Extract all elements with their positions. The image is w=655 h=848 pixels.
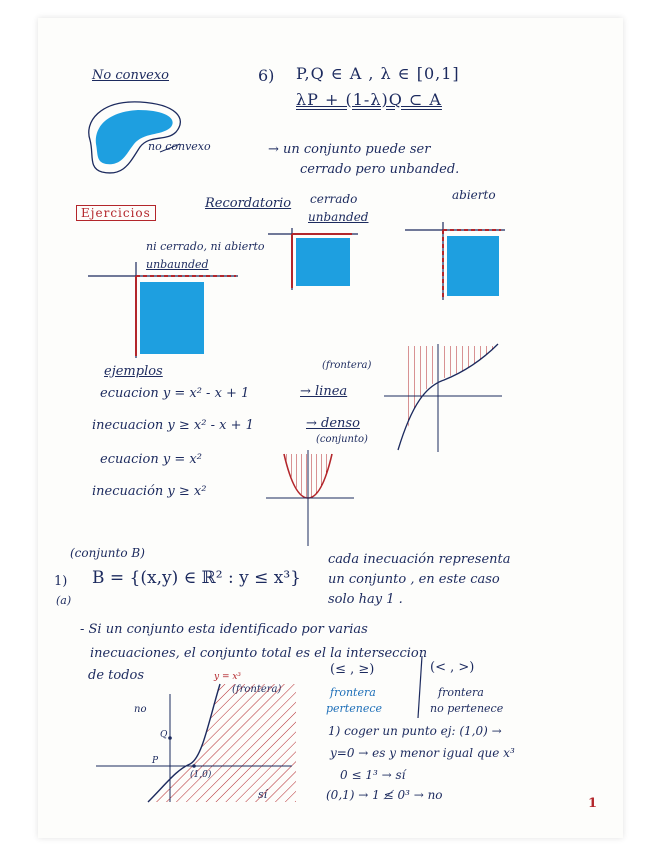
conjunto-note: (conjunto) (316, 434, 368, 445)
conjunto-b-heading: (conjunto B) (70, 546, 145, 560)
ejercicios-title: Ejercicios (76, 205, 156, 221)
note-line-1: → un conjunto puede ser (268, 142, 431, 157)
interseccion-line-1: - Si un conjunto esta identificado por varias (80, 622, 368, 637)
ejemplo-row-1: ecuacion y = x² - x + 1 (100, 386, 250, 401)
cubic-region-graph (96, 684, 296, 804)
curve-label: y = x³ (214, 672, 242, 682)
ni-graph (88, 262, 248, 362)
no-pertenece-line-1: frontera (438, 686, 484, 699)
no-pertenece-symbols: (< , >) (430, 660, 475, 675)
table-divider (416, 656, 426, 720)
interseccion-line-2: inecuaciones, el conjunto total es el la interseccion (90, 646, 428, 661)
abierto-graph (405, 222, 515, 302)
step-4: (0,1) → 1 ≰ 0³ → no (326, 788, 443, 802)
non-convex-blob (80, 92, 190, 182)
no-pertenece-line-2: no pertenece (430, 702, 504, 715)
parabola-graph (266, 450, 356, 550)
item-number: 1) (54, 574, 68, 589)
no-region-label: no (134, 704, 147, 715)
ejemplo-row-4: inecuación y ≥ x² (92, 484, 207, 499)
definition-line-2: λP + (1-λ)Q ⊂ A (296, 90, 442, 109)
ejemplo-row-2-result: → denso (306, 416, 360, 431)
no-convexo-label: no convexo (148, 140, 211, 153)
pertenece-line-2: pertenece (326, 702, 383, 715)
step-1: 1) coger un punto ej: (1,0) → (328, 724, 502, 738)
interseccion-line-3: de todos (88, 668, 145, 683)
conjunto-note-line-1: cada inecuación representa (328, 552, 511, 567)
ni-label-line-2: unbaunded (146, 258, 209, 271)
pertenece-symbols: (≤ , ≥) (330, 662, 375, 677)
cerrado-unbanded-label: unbanded (308, 210, 369, 224)
definition-number: 6) (258, 66, 275, 85)
note-line-2: cerrado pero unbanded. (300, 162, 460, 177)
ejemplos-title: ejemplos (104, 364, 163, 379)
item-letter: (a) (56, 594, 72, 607)
ejemplo-row-1-result: → linea (300, 384, 348, 399)
step-2: y=0 → es y menor igual que x³ (330, 746, 515, 760)
cerrado-label: cerrado (310, 192, 358, 206)
point-label: (1,0) (190, 770, 212, 780)
recordatorio-title: Recordatorio (205, 196, 292, 211)
abierto-label: abierto (452, 188, 496, 202)
page-number: 1 (588, 796, 598, 811)
pertenece-line-1: frontera (330, 686, 376, 699)
ejemplo-row-3: ecuacion y = x² (100, 452, 202, 467)
definition-line-1: P,Q ∈ A , λ ∈ [0,1] (296, 64, 460, 83)
p-label: P (152, 756, 159, 766)
conjunto-note-line-3: solo hay 1 . (328, 592, 403, 607)
set-definition: B = {(x,y) ∈ ℝ² : y ≤ x³} (92, 568, 301, 588)
frontera-note: (frontera) (322, 360, 372, 371)
conjunto-note-line-2: un conjunto , en este caso (328, 572, 500, 587)
step-3: 0 ≤ 1³ → sí (340, 768, 406, 782)
ni-label-line-1: ni cerrado, ni abierto (146, 240, 265, 253)
no-convexo-title: No convexo (92, 68, 170, 83)
cerrado-graph (268, 228, 368, 298)
inequality-region-graph (384, 344, 504, 454)
q-label: Q (160, 730, 168, 740)
ejemplo-row-2: inecuacion y ≥ x² - x + 1 (92, 418, 254, 433)
